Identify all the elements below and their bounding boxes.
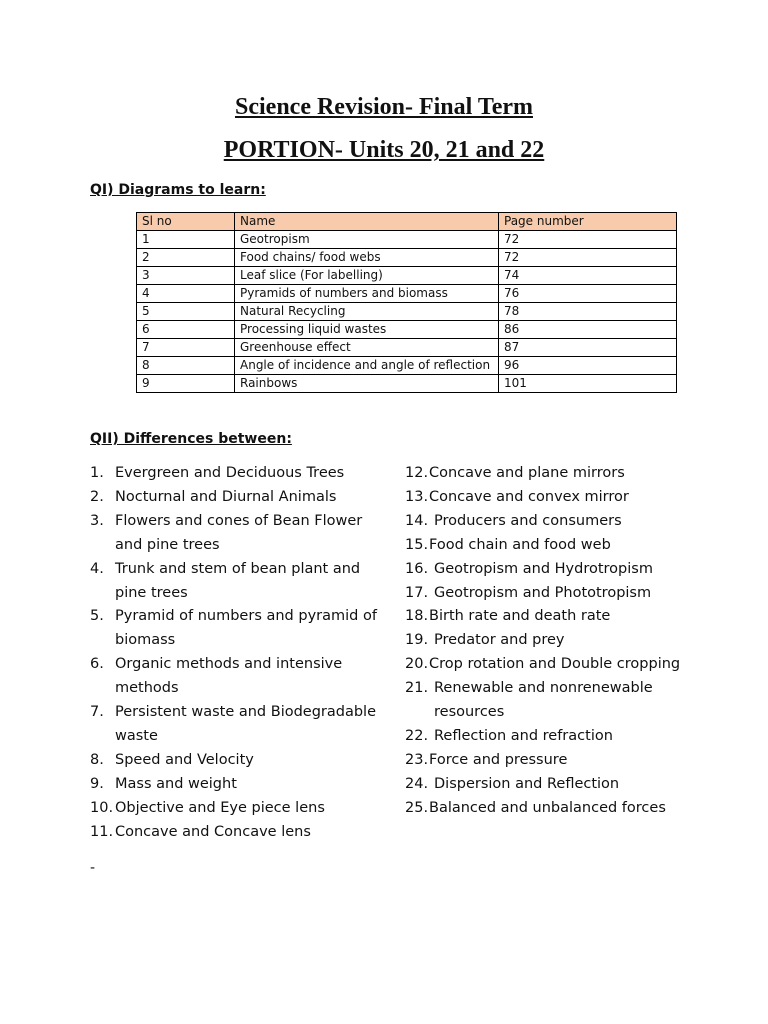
cell-name: Angle of incidence and angle of reflection xyxy=(235,357,499,375)
cell-sl-no: 7 xyxy=(137,339,235,357)
list-item xyxy=(90,462,380,486)
diagrams-heading: QI) Diagrams to learn: xyxy=(90,182,266,198)
item-number: 25. xyxy=(405,799,429,816)
portion-subtitle: PORTION- Units 20, 21 and 22 xyxy=(223,137,545,163)
cell-name: Natural Recycling xyxy=(235,303,499,321)
table-header-row xyxy=(137,213,677,231)
cell-sl-no: 3 xyxy=(137,267,235,285)
list-item xyxy=(405,725,725,749)
cell-sl-no: 4 xyxy=(137,285,235,303)
item-text: Evergreen and Deciduous Trees xyxy=(115,465,345,481)
header-sl-no: Sl no xyxy=(137,213,235,231)
item-number: 24. xyxy=(405,775,429,792)
table-row xyxy=(137,357,677,375)
document-title: Science Revision- Final Term xyxy=(235,94,533,120)
list-item xyxy=(90,749,380,773)
list-item xyxy=(405,582,725,606)
list-item xyxy=(405,462,725,486)
differences-heading: QII) Differences between: xyxy=(90,431,292,447)
item-number: 3. xyxy=(90,512,104,529)
item-number: 19. xyxy=(405,632,429,649)
table-row xyxy=(137,303,677,321)
item-text: Renewable and nonrenewable resources xyxy=(434,680,653,721)
header-name: Name xyxy=(235,213,499,231)
list-item xyxy=(405,629,725,653)
table-row xyxy=(137,321,677,339)
cell-name: Processing liquid wastes xyxy=(235,321,499,339)
item-text: Geotropism and Phototropism xyxy=(434,584,652,601)
table-row xyxy=(137,231,677,249)
list-item xyxy=(90,797,380,821)
list-item xyxy=(405,510,725,534)
cell-page: 72 xyxy=(499,249,677,267)
cell-name: Geotropism xyxy=(235,231,499,249)
cell-sl-no: 2 xyxy=(137,249,235,267)
cell-page: 72 xyxy=(499,231,677,249)
cell-sl-no: 6 xyxy=(137,321,235,339)
list-item xyxy=(405,773,725,797)
item-text: Nocturnal and Diurnal Animals xyxy=(115,488,337,505)
list-item xyxy=(90,605,380,653)
list-item xyxy=(90,773,380,797)
item-text: Dispersion and Reflection xyxy=(434,775,620,792)
item-number: 23. xyxy=(405,751,429,768)
item-number: 10. xyxy=(90,799,114,816)
table-row xyxy=(137,285,677,303)
item-number: 17. xyxy=(405,584,429,601)
cell-page: 74 xyxy=(499,267,677,285)
item-number: 21. xyxy=(405,680,429,697)
list-item xyxy=(405,534,725,558)
cell-page: 87 xyxy=(499,339,677,357)
list-item xyxy=(90,701,380,749)
item-number: 6. xyxy=(90,656,104,673)
list-item xyxy=(405,605,725,629)
list-item xyxy=(405,749,725,773)
list-item xyxy=(405,653,725,677)
list-item xyxy=(405,797,725,821)
cell-name: Rainbows xyxy=(235,375,499,393)
cell-page: 96 xyxy=(499,357,677,375)
list-item xyxy=(90,558,380,606)
list-item xyxy=(90,486,380,510)
cell-sl-no: 5 xyxy=(137,303,235,321)
table-row xyxy=(137,267,677,285)
list-item xyxy=(90,510,380,558)
item-text: Organic methods and intensive methods xyxy=(115,656,343,697)
item-text: Predator and prey xyxy=(434,632,565,649)
item-text: Concave and Concave lens xyxy=(115,823,311,840)
item-number: 18. xyxy=(405,608,429,625)
item-number: 12. xyxy=(405,465,429,481)
item-text: Concave and convex mirror xyxy=(429,488,629,505)
cell-page: 78 xyxy=(499,303,677,321)
item-text: Balanced and unbalanced forces xyxy=(429,799,666,816)
item-text: Birth rate and death rate xyxy=(429,608,611,625)
table-row xyxy=(137,375,677,393)
item-text: Concave and plane mirrors xyxy=(429,465,625,481)
item-number: 15. xyxy=(405,536,429,553)
list-item xyxy=(405,486,725,510)
item-number: 9. xyxy=(90,775,104,792)
item-number: 8. xyxy=(90,751,104,768)
item-number: 13. xyxy=(405,488,429,505)
list-item xyxy=(90,821,380,845)
cell-name: Food chains/ food webs xyxy=(235,249,499,267)
item-text: Crop rotation and Double cropping xyxy=(429,656,681,673)
item-text: Reflection and refraction xyxy=(434,727,613,744)
item-text: Speed and Velocity xyxy=(115,751,254,768)
diagrams-table xyxy=(136,212,677,393)
item-number: 22. xyxy=(405,727,429,744)
item-text: Pyramid of numbers and pyramid of biomass xyxy=(115,608,377,649)
item-text: Force and pressure xyxy=(429,751,568,768)
cell-name: Pyramids of numbers and biomass xyxy=(235,285,499,303)
item-number: 20. xyxy=(405,656,429,673)
cell-sl-no: 8 xyxy=(137,357,235,375)
item-text: Geotropism and Hydrotropism xyxy=(434,560,653,577)
item-number: 7. xyxy=(90,704,104,721)
table-row xyxy=(137,339,677,357)
cell-sl-no: 1 xyxy=(137,231,235,249)
list-item xyxy=(405,677,725,725)
differences-list-left xyxy=(90,462,380,845)
item-number: 1. xyxy=(90,465,104,481)
table-row xyxy=(137,249,677,267)
item-text: Trunk and stem of bean plant and pine trees xyxy=(115,560,361,601)
item-number: 5. xyxy=(90,608,104,625)
item-number: 4. xyxy=(90,560,104,577)
trailing-mark: - xyxy=(90,860,96,876)
list-item xyxy=(405,558,725,582)
item-number: 16. xyxy=(405,560,429,577)
cell-page: 86 xyxy=(499,321,677,339)
item-number: 14. xyxy=(405,512,429,529)
differences-list-right xyxy=(405,462,725,821)
cell-page: 76 xyxy=(499,285,677,303)
cell-sl-no: 9 xyxy=(137,375,235,393)
item-text: Mass and weight xyxy=(115,775,237,792)
item-text: Food chain and food web xyxy=(429,536,611,553)
item-text: Objective and Eye piece lens xyxy=(115,799,325,816)
cell-page: 101 xyxy=(499,375,677,393)
item-number: 11. xyxy=(90,823,114,840)
cell-name: Greenhouse effect xyxy=(235,339,499,357)
item-text: Persistent waste and Biodegradable waste xyxy=(115,704,377,744)
header-page-number: Page number xyxy=(499,213,677,231)
cell-name: Leaf slice (For labelling) xyxy=(235,267,499,285)
item-text: Flowers and cones of Bean Flower and pine trees xyxy=(115,512,363,553)
list-item xyxy=(90,653,380,701)
item-number: 2. xyxy=(90,488,104,505)
item-text: Producers and consumers xyxy=(434,512,622,529)
